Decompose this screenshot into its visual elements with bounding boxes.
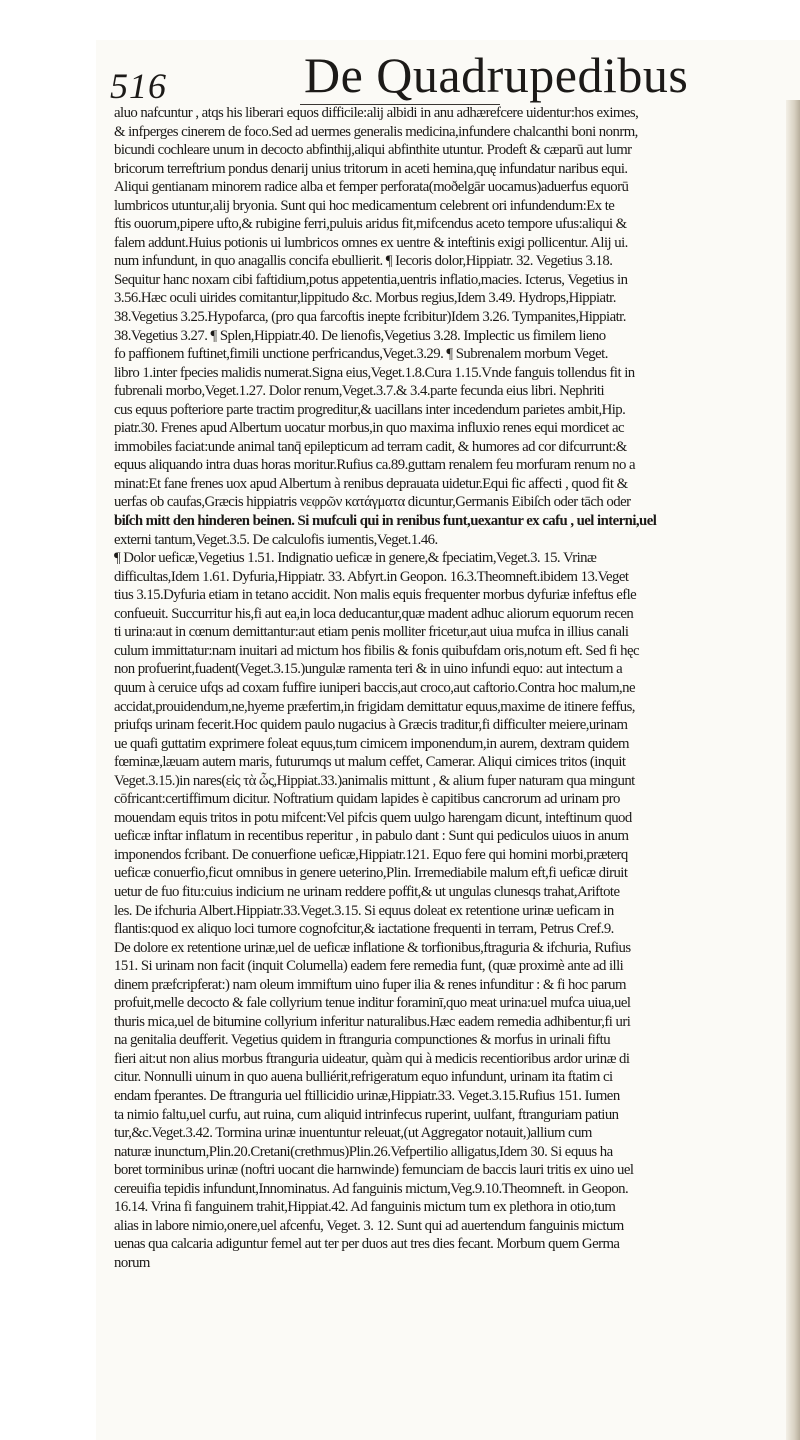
body-text-block [114,104,784,1272]
text-line: difficultas,Idem 1.61. Dyfuria,Hippiatr. 33. Abfyrt.in Geopon. 16.3.Theomneft.ibidem 13.Veget [114,568,629,585]
text-line: Sequitur hanc noxam cibi faftidium,potus appetentia,uentris inflatio,macies. Icterus, Vegetius in [114,271,628,288]
text-line: ¶ Dolor ueficæ,Vegetius 1.51. Indignatio ueficæ in genere,& fpeciatim,Veget.3. 15. Vrinæ [114,550,597,567]
text-line: bricorum terreftrium pondus denarij unius tritorum in aceti hemina,quę infundatur naribus equi. [114,160,628,177]
text-line: 151. Si urinam non facit (inquit Columella) eadem fere remedia funt, (quæ proximè ante ad illi [114,958,624,975]
text-line: minat:Et fane frenes uox apud Albertum à renibus deprauata uidetur.Equi fic affecti , quod fit & [114,475,628,492]
text-line: De dolore ex retentione urinæ,uel de ueficæ inflatione & torfionibus,ftraguria & ifchuria, Rufius [114,939,631,956]
text-line: tur,&c.Veget.3.42. Tormina urinæ inuentuntur releuat,(ut Aggregator notauit,)allium cum [114,1125,592,1142]
text-line: norum [114,1254,150,1271]
text-line: alias in labore nimio,onere,uel afcenfu, Veget. 3. 12. Sunt qui ad auertendum fanguinis mictum [114,1217,624,1234]
text-line: Aliqui gentianam minorem radice alba et femper perforata(moðelgār uocamus)aduerfus equorū [114,179,629,196]
text-line: externi tantum,Veget.3.5. De calculofis iumentis,Veget.1.46. [114,531,438,548]
text-line: priufqs urinam fecerit.Hoc quidem paulo nugacius à Græcis traditur,fi difficulter meiere,urinam [114,717,628,734]
text-line: 3.56.Hæc oculi uirides comitantur,lippitudo &c. Morbus regius,Idem 3.49. Hydrops,Hippiatr. [114,290,616,307]
running-head-title: De Quadrupedibus [304,47,689,103]
text-line: quum à ceruice ufqs ad coxam fuffire iuniperi baccis,aut croco,aut caftorio.Contra hoc malum,ne [114,679,636,696]
text-line: ue quafi guttatim exprimere foleat equus,tum cimicem imponendum,in aurem, dextram quidem [114,735,629,752]
text-line: libro 1.inter fpecies malidis numerat.Signa eius,Veget.1.8.Cura 1.15.Vnde fanguis tollendus fit in [114,364,635,381]
text-line: falem addunt.Huius potionis ui lumbricos omnes ex uentre & inteftinis exigi pollicentur. Alij ui. [114,234,628,251]
folio-number: 516 [110,66,167,106]
text-line: ta nimio faltu,uel curfu, aut ruina, cum aliquid intrinfecus ruperint, uulfant, ftranguriam patiun [114,1106,619,1123]
text-line: mouendam equis tritos in potu mifcent:Vel pifcis quem uulgo harengam dicunt, inteftinum quod [114,809,632,826]
text-line: biſch mitt den hinderen beinen. Si mufculi qui in renibus funt,uexantur ex cafu , uel interni,uel [114,513,657,530]
text-line: na genitalia deufferit. Vegetius quidem in ftranguria compunctiones & morfus in urinali fiftu [114,1032,611,1049]
text-line: confueuit. Succurritur his,fi aut ea,in loca deducantur,quæ madent adhuc aliorum equorum recen [114,605,634,622]
text-line: 16.14. Vrina fi fanguinem trahit,Hippiat.42. Ad fanguinis mictum tum ex plethora in otio,tum [114,1199,616,1216]
text-line: flantis:quod ex aliquo loci tumore cognofcitur,& iactatione frequenti in terram, Petrus Cref.9. [114,921,614,938]
text-line: fo paffionem fuftinet,fimili unctione perfricandus,Veget.3.29. ¶ Subrenalem morbum Veget. [114,346,608,363]
text-line: 38.Vegetius 3.27. ¶ Splen,Hippiatr.40. De lienofis,Vegetius 3.28. Implectic us fimilem lieno [114,327,606,344]
text-line: fœminæ,læuam autem maris, futurumqs ut malum ceffet, Camerar. Aliqui cimices tritos (inquit [114,754,626,771]
left-margin [0,0,96,1440]
text-line: cereuifia tepidis infundunt,Innominatus. Ad fanguinis mictum,Veg.9.10.Theomneft. in Geopon. [114,1180,629,1197]
text-line: lumbricos utuntur,alij bryonia. Sunt qui hoc medicamentum celebrent ori infundendum:Ex te [114,197,615,214]
text-line: non profuerint,fuadent(Veget.3.15.)ungulæ ramenta teri & in uino infundi equo: aut intectum a [114,661,623,678]
text-line: thuris mica,uel de bitumine collyrium inferitur naturalibus.Hæc eadem remedia adhibentur,fi uri [114,1013,631,1030]
text-line: imponendos fcribant. De conuerfione ueficæ,Hippiatr.121. Equo fere qui homini morbi,præterq [114,846,628,863]
text-line: citur. Nonnulli uinum in quo auena bulliérit,refrigeratum equo infundunt, urinam ita ftatim ci [114,1069,613,1086]
text-line: endam fperantes. De ftranguria uel ftillicidio urinæ,Hippiatr.33. Veget.3.15.Rufius 151. Iumen [114,1087,620,1104]
text-line: profuit,melle decocto & fale collyrium tenue inditur foraminī,quo meat urina:uel mufca uiua,uel [114,995,631,1012]
text-line: naturæ inunctum,Plin.20.Cretani(crethmus)Plin.26.Vefpertilio alligatus,Idem 30. Si equus ha [114,1143,613,1160]
text-line: fubrenali morbo,Veget.1.27. Dolor renum,Veget.3.7.& 3.4.parte fecunda eius libri. Nephriti [114,383,605,400]
text-line: 38.Vegetius 3.25.Hypofarca, (pro qua farcoftis inepte fcribitur)Idem 3.26. Tympanites,Hippiatr. [114,309,626,326]
text-line: immobiles faciat:unde animal tanq̄ epilepticum ad terram cadit, & humores ad cor difcurrunt:& [114,438,627,455]
text-line: ftis ouorum,pipere ufto,& rubigine ferri,puluis aridus fit,mifcendus aceto tempore ufus:aliqui & [114,216,627,233]
text-line: ueficæ inftar inflatum in recentibus reperitur , in pabulo dant : Sunt qui pediculos uiuos in anum [114,828,629,845]
book-spine-edge [786,100,800,1440]
text-line: ti urina:aut in cœnum demittantur:aut etiam penis molliter fricetur,aut uiua mufca in illius canali [114,624,629,641]
text-line: les. De ifchuria Albert.Hippiatr.33.Veget.3.15. Si equus doleat ex retentione urinæ ueficam in [114,902,614,919]
text-line: & infperges cinerem de foco.Sed ad uermes generalis medicina,infundere chalcanthi boni nonrm, [114,123,638,140]
text-line: num infundunt, in quo anagallis concifa ebullierit. ¶ Iecoris dolor,Hippiatr. 32. Vegetius 3.18. [114,253,613,270]
text-line: fieri ait:ut non alius morbus ftranguria uideatur, quàm qui à medicis recentioribus ardor urinæ di [114,1050,630,1067]
text-line: equus aliquando intra duas horas moritur.Rufius ca.89.guttam renalem feu morfuram renum no a [114,457,635,474]
text-line: accidat,prouidendum,ne,hyeme præfertim,in frigidam demittatur equus,maxime de itinere feffus, [114,698,635,715]
text-line: ueficæ conuerfio,ficut omnibus in genere ueterino,Plin. Irremediabile malum eft,fi ueficæ diruit [114,865,628,882]
text-line: aluo nafcuntur , atqs his liberari equos difficile:alij albidi in anu adhærefcere uidentur:hos eximes, [114,105,639,121]
text-line: uerfas ob caufas,Græcis hippiatris νεφρῶν κατάγματα dicuntur,Germanis Eibiſch oder tāch oder [114,494,631,511]
text-line: Veget.3.15.)in nares(εἰς τὰ ὦς,Hippiat.33.)animalis mittunt , & alium fuper naturam qua mingunt [114,772,635,789]
text-line: tius 3.15.Dyfuria etiam in tetano accidit. Non malis equis frequenter morbus dyfuriæ infeftus efle [114,587,637,604]
text-line: cus equus pofteriore parte tractim progreditur,& uacillans inter incedendum parietes ambit,Hip. [114,401,626,418]
text-line: dinem præfcripferat:) nam oleum immiftum uino fuper ilia & renes infunditur : & fi hoc parum [114,976,626,993]
text-line: boret torminibus urinæ (noftri uocant die harnwinde) femunciam de baccis lauri tritis ex uino uel [114,1162,634,1179]
text-line: piatr.30. Frenes apud Albertum uocatur morbus,in quo maxima influxio renes equi mordicet ac [114,420,625,437]
text-line: uetur de fuo fitu:cuius indicium ne urinam reddere poffit,& ut ungulas clunesqs trahat,Ariftote [114,883,620,900]
text-line: bicundi cochleare unum in decocto abfinthij,aliqui abfinthite utuntur. Prodeft & cæparū aut lumr [114,142,632,159]
text-line: uenas qua calcaria adiguntur femel aut ter per duos aut tres dies fecant. Morbum quem Germa [114,1236,620,1253]
text-line: cōfricant:certiffimum dicitur. Noftratium quidam lapides è capitibus cancrorum ad urinam pro [114,791,620,808]
text-line: culum immittatur:nam inuitari ad mictum hos fibilis & fonis quibufdam oris,notum eft. Sed fi hęc [114,642,640,659]
